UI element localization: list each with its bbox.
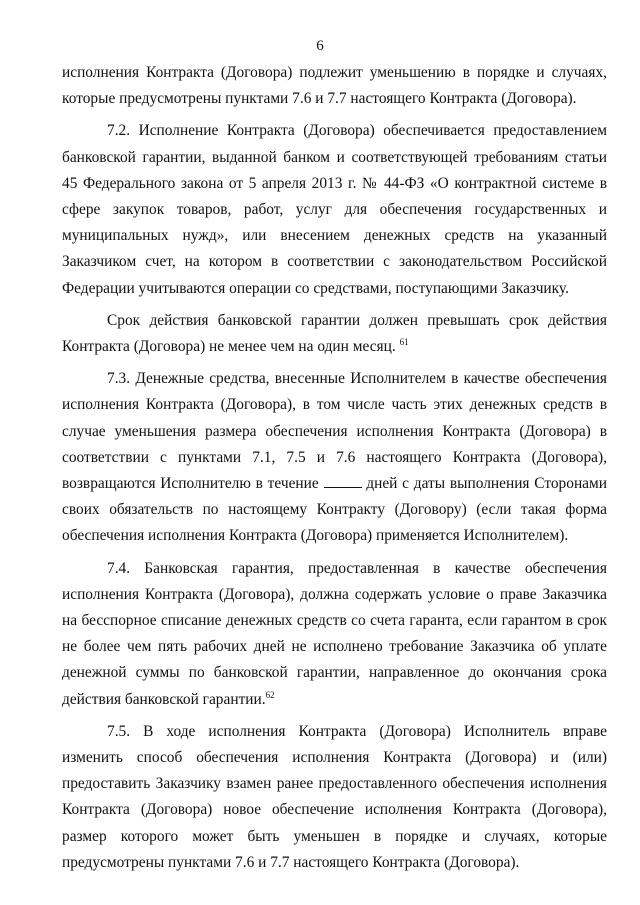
paragraph-text: Срок действия банковской гарантии должен превышать срок действия Контракта (Договора) не менее чем на один месяц. bbox=[62, 311, 607, 356]
paragraph-text: дней с даты выполнения Сторонами своих обязательств по настоящему Контракту (Договору) (если такая форма обеспечения исполнения Контракта (Договора) применяется Исполнителем). bbox=[62, 475, 607, 545]
paragraph-text: 7.2. Исполнение Контракта (Договора) обеспечивается предоставлением банковской гарантии, выданной банком и соответствующей требованиям статьи 45 Федерального закона от 5 апреля 2013 г. № 44-ФЗ «О контрактной системе в сфере закупок товаров, работ, услуг для обеспечения государственных и муниципальных нужд», или внесением денежных средств на указанный Заказчиком счет, на котором в соответствии с законодательством Российской Федерации учитываются операции со средствами, поступающими Заказчику. bbox=[62, 122, 607, 297]
footnote-ref: 62 bbox=[265, 689, 275, 700]
document-body bbox=[62, 60, 607, 876]
paragraph-text: 7.5. В ходе исполнения Контракта (Договора) Исполнитель вправе изменить способ обеспечения исполнения Контракта (Договора) и (или) предоставить Заказчику взамен ранее предоставленного обеспечения исполнения Контракта (Договора) новое обеспечение исполнения Контракта (Договора), размер которого может быть уменьшен в порядке и случаях, которые предусмотрены пунктами 7.6 и 7.7 настоящего Контракта (Договора). bbox=[62, 722, 607, 871]
paragraph-text: 7.3. Денежные средства, внесенные Исполнителем в качестве обеспечения исполнения Контракта (Договора), в том числе часть этих денежных средств в случае уменьшения размера обеспечения исполнения Контракта (Договора) в соответствии с пунктами 7.1, 7.5 и 7.6 настоящего Контракта (Договора), возвращаются Исполнителю в течение bbox=[62, 370, 607, 493]
paragraph-guarantee-term bbox=[62, 308, 607, 360]
blank-days-field bbox=[324, 475, 362, 488]
paragraph-text: исполнения Контракта (Договора) подлежит уменьшению в порядке и случаях, которые предусмотрены пунктами 7.6 и 7.7 настоящего Контракта (Договора). bbox=[62, 64, 607, 108]
paragraph-7-5 bbox=[62, 719, 607, 876]
paragraph-text: 7.4. Банковская гарантия, предоставленная в качестве обеспечения исполнения Контракта (Договора), должна содержать условие о праве Заказчика на бесспорное списание денежных средств со счета гаранта, если гарантом в срок не более чем пять рабочих дней не исполнено требование Заказчика об уплате денежной суммы по банковской гарантии, направленное до окончания срока действия банковской гарантии. bbox=[62, 559, 607, 708]
page-number: 6 bbox=[316, 38, 324, 54]
paragraph-7-3 bbox=[62, 366, 607, 549]
footnote-ref: 61 bbox=[399, 337, 409, 348]
paragraph-continuation bbox=[62, 60, 607, 112]
paragraph-7-4 bbox=[62, 556, 607, 713]
paragraph-7-2 bbox=[62, 118, 607, 301]
